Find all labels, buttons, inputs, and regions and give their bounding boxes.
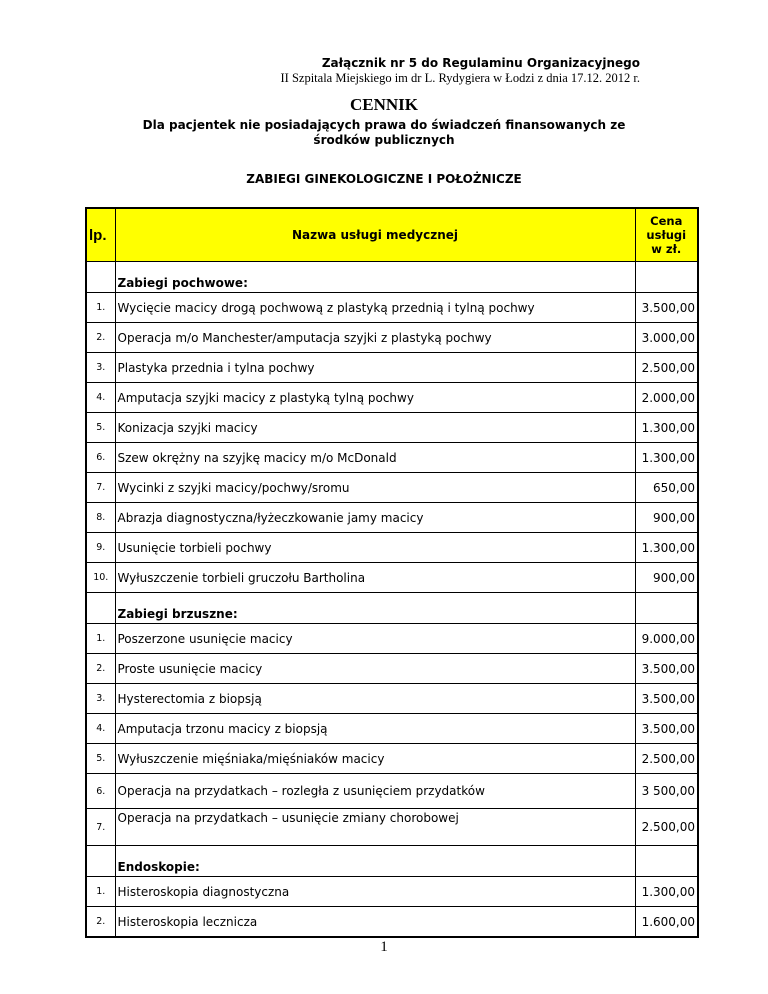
table-row (86, 323, 698, 353)
row-number: 2. (86, 654, 115, 684)
table-row (86, 473, 698, 503)
section-title: Endoskopie: (115, 846, 635, 877)
header-service-name: Nazwa usługi medycznej (115, 208, 635, 262)
page-number: 1 (380, 939, 388, 955)
service-name: Amputacja trzonu macicy z biopsją (115, 714, 635, 744)
section-row (86, 846, 698, 877)
service-price: 3.500,00 (635, 654, 698, 684)
service-name: Abrazja diagnostyczna/łyżeczkowanie jamy macicy (115, 503, 635, 533)
service-name: Poszerzone usunięcie macicy (115, 624, 635, 654)
section-price-cell (635, 262, 698, 293)
row-number: 3. (86, 684, 115, 714)
hospital-line: II Szpitala Miejskiego im dr L. Rydygiera w Łodzi z dnia 17.12. 2012 r. (280, 71, 640, 85)
table-row (86, 774, 698, 809)
section-title: Zabiegi pochwowe: (115, 262, 635, 293)
section-title: Zabiegi brzuszne: (115, 593, 635, 624)
table-row (86, 563, 698, 593)
service-name: Wyłuszczenie mięśniaka/mięśniaków macicy (115, 744, 635, 774)
service-name: Operacja m/o Manchester/amputacja szyjki z plastyką pochwy (115, 323, 635, 353)
row-number: 3. (86, 353, 115, 383)
row-number: 5. (86, 744, 115, 774)
section-price-cell (635, 846, 698, 877)
table-row (86, 744, 698, 774)
service-price: 3.500,00 (635, 714, 698, 744)
service-name: Histeroskopia diagnostyczna (115, 877, 635, 907)
service-price: 3.500,00 (635, 293, 698, 323)
price-table (85, 207, 699, 938)
service-name: Szew okrężny na szyjkę macicy m/o McDonald (115, 443, 635, 473)
section-row (86, 262, 698, 293)
table-row (86, 654, 698, 684)
service-price: 1.300,00 (635, 533, 698, 563)
table-row (86, 624, 698, 654)
row-number: 1. (86, 293, 115, 323)
service-price: 2.500,00 (635, 809, 698, 846)
appendix-title: Załącznik nr 5 do Regulaminu Organizacyjnego (321, 56, 640, 70)
table-row (86, 413, 698, 443)
row-number: 6. (86, 774, 115, 809)
row-number: 7. (86, 809, 115, 846)
row-number: 1. (86, 624, 115, 654)
row-number: 5. (86, 413, 115, 443)
row-number: 10. (86, 563, 115, 593)
document-title: CENNIK (349, 95, 418, 114)
table-row (86, 684, 698, 714)
table-row (86, 877, 698, 907)
service-name: Operacja na przydatkach – rozległa z usunięciem przydatków (115, 774, 635, 809)
table-row (86, 533, 698, 563)
service-price: 1.300,00 (635, 877, 698, 907)
header-price-line-3: w zł. (651, 242, 682, 256)
table-row (86, 809, 698, 846)
section-price-cell (635, 593, 698, 624)
table-header-row (86, 208, 698, 262)
service-price: 1.600,00 (635, 907, 698, 938)
service-name: Operacja na przydatkach – usunięcie zmiany chorobowej (115, 809, 635, 846)
service-name: Plastyka przednia i tylna pochwy (115, 353, 635, 383)
table-row (86, 714, 698, 744)
row-number: 4. (86, 383, 115, 413)
section-lp-cell (86, 593, 115, 624)
service-price: 1.300,00 (635, 443, 698, 473)
service-price: 9.000,00 (635, 624, 698, 654)
row-number: 2. (86, 907, 115, 938)
row-number: 7. (86, 473, 115, 503)
service-price: 900,00 (635, 563, 698, 593)
service-price: 1.300,00 (635, 413, 698, 443)
service-name: Wycinki z szyjki macicy/pochwy/sromu (115, 473, 635, 503)
service-price: 2.000,00 (635, 383, 698, 413)
row-number: 6. (86, 443, 115, 473)
service-name: Usunięcie torbieli pochwy (115, 533, 635, 563)
service-price: 2.500,00 (635, 744, 698, 774)
section-lp-cell (86, 262, 115, 293)
subtitle-line-1: Dla pacjentek nie posiadających prawa do świadczeń finansowanych ze (142, 118, 626, 132)
section-heading: ZABIEGI GINEKOLOGICZNE I POŁOŻNICZE (246, 172, 522, 186)
table-row (86, 383, 698, 413)
section-lp-cell (86, 846, 115, 877)
service-name: Histeroskopia lecznicza (115, 907, 635, 938)
service-name: Amputacja szyjki macicy z plastyką tylną pochwy (115, 383, 635, 413)
section-row (86, 593, 698, 624)
service-name: Wyłuszczenie torbieli gruczołu Bartholina (115, 563, 635, 593)
table-row (86, 293, 698, 323)
service-price: 2.500,00 (635, 353, 698, 383)
service-name: Hysterectomia z biopsją (115, 684, 635, 714)
header-price-line-1: Cena (650, 214, 683, 228)
row-number: 1. (86, 877, 115, 907)
table-row (86, 503, 698, 533)
subtitle-line-2: środków publicznych (313, 133, 455, 147)
service-name: Proste usunięcie macicy (115, 654, 635, 684)
table-row (86, 443, 698, 473)
row-number: 4. (86, 714, 115, 744)
service-price: 3.000,00 (635, 323, 698, 353)
service-name: Wycięcie macicy drogą pochwową z plastyką przednią i tylną pochwy (115, 293, 635, 323)
row-number: 2. (86, 323, 115, 353)
row-number: 8. (86, 503, 115, 533)
service-price: 3 500,00 (635, 774, 698, 809)
row-number: 9. (86, 533, 115, 563)
table-row (86, 907, 698, 938)
service-name: Konizacja szyjki macicy (115, 413, 635, 443)
table-row (86, 353, 698, 383)
header-lp: lp. (86, 208, 115, 262)
service-price: 3.500,00 (635, 684, 698, 714)
service-price: 650,00 (635, 473, 698, 503)
header-price-line-2: usługi (646, 228, 687, 242)
header-price (635, 208, 698, 262)
service-price: 900,00 (635, 503, 698, 533)
